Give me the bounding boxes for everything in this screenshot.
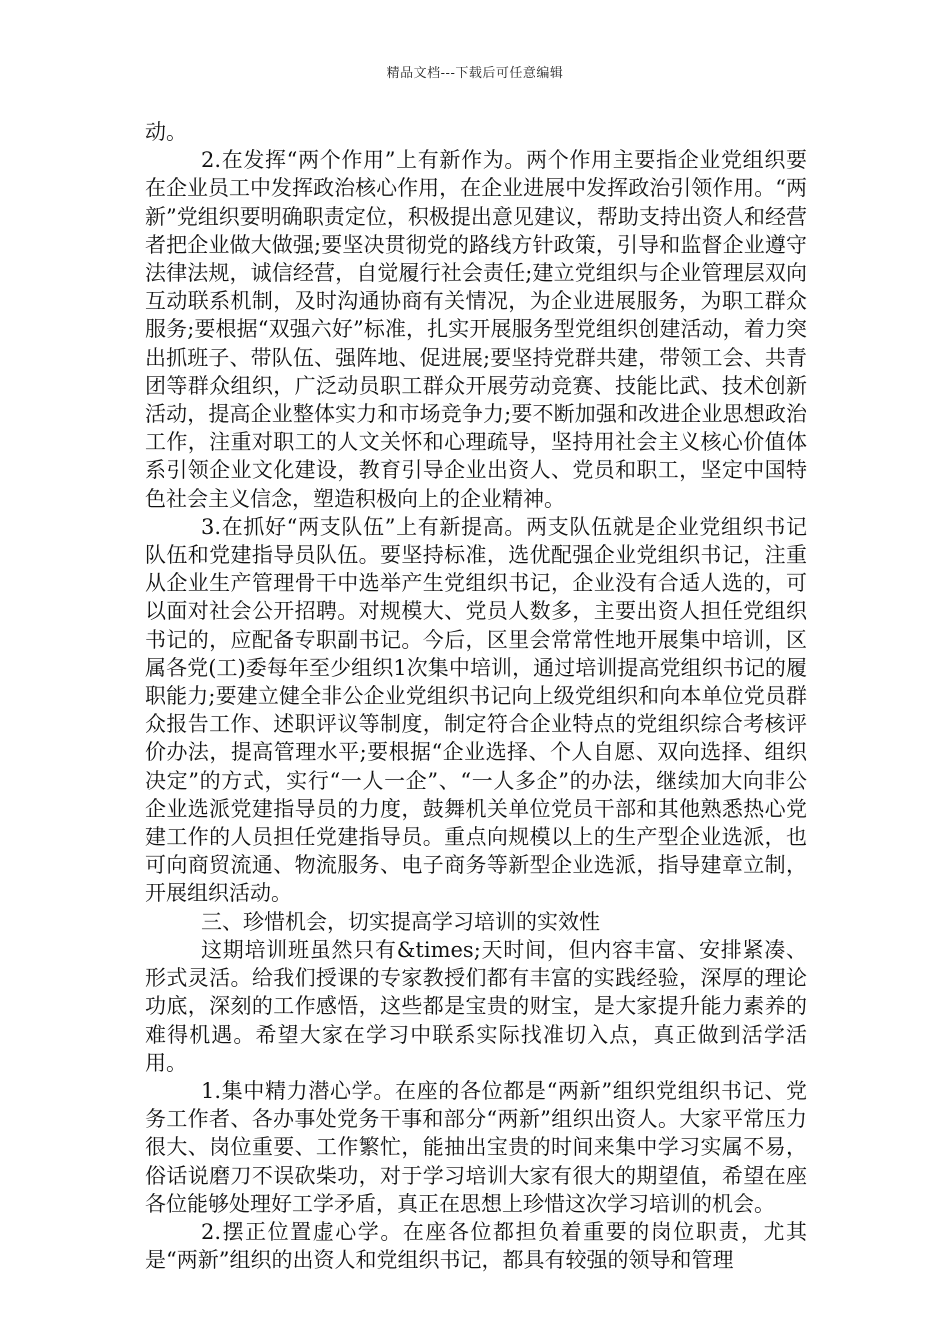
section-heading-three: 三、珍惜机会，切实提高学习培训的实效性 — [201, 909, 600, 934]
page-header: 精品文档---下载后可任意编辑 — [386, 66, 564, 81]
paragraph-focused-study: 1.集中精力潜心学。在座的各位都是“两新”组织党组织书记、党务工作者、各办事处党务干事和部分“两新”组织出资人。大家平常压力很大、岗位重要、工作繁忙，能抽出宝贵的时间来集中学习实属不易，俗话说磨刀不误砍柴功，对于学习培训大家有很大的期望值，希望在座各位能够处理好工学矛盾，真正在思想上珍惜这次学习培训的机会。 — [145, 1078, 807, 1216]
paragraph-two-teams: 3.在抓好“两支队伍”上有新提高。两支队伍就是企业党组织书记队伍和党建指导员队伍。要坚持标准，选优配强企业党组织书记，注重从企业生产管理骨干中选举产生党组织书记，企业没有合适人选的，可以面对社会公开招聘。对规模大、党员人数多，主要出资人担任党组织书记的，应配备专职副书记。今后，区里会常常性地开展集中培训，区属各党(工)委每年至少组织1次集中培训，通过培训提高党组织书记的履职能力;要建立健全非公企业党组织书记向上级党组织和向本单位党员群众报告工作、述职评议等制度，制定符合企业特点的党组织综合考核评价办法，提高管理水平;要根据“企业选择、个人自愿、双向选择、组织决定”的方式，实行“一人一企”、“一人多企”的办法，继续加大向非公企业选派党建指导员的力度，鼓舞机关单位党员干部和其他熟悉热心党建工作的人员担任党建指导员。重点向规模以上的生产型企业选派，也可向商贸流通、物流服务、电子商务等新型企业选派，指导建章立制，开展组织活动。 — [145, 514, 807, 906]
paragraph-humble-study: 2.摆正位置虚心学。在座各位都担负着重要的岗位职责，尤其是“两新”组织的出资人和党组织书记，都具有较强的领导和管理 — [145, 1219, 807, 1273]
paragraph-continuation: 动。 — [145, 120, 187, 144]
paragraph-training-intro: 这期培训班虽然只有&times;天时间，但内容丰富、安排紧凑、形式灵活。给我们授课的专家教授们都有丰富的实践经验，深厚的理论功底，深刻的工作感悟，这些都是宝贵的财宝，是大家提升能力素养的难得机遇。希望大家在学习中联系实际找准切入点，真正做到活学活用。 — [145, 937, 807, 1075]
paragraph-two-roles: 2.在发挥“两个作用”上有新作为。两个作用主要指企业党组织要在企业员工中发挥政治核心作用，在企业进展中发挥政治引领作用。“两新”党组织要明确职责定位，积极提出意见建议，帮助支持出资人和经营者把企业做大做强;要坚决贯彻党的路线方针政策，引导和监督企业遵守法律法规，诚信经营，自觉履行社会责任;建立党组织与企业管理层双向互动联系机制，及时沟通协商有关情况，为企业进展服务，为职工群众服务;要根据“双强六好”标准，扎实开展服务型党组织创建活动，着力突出抓班子、带队伍、强阵地、促进展;要坚持党群共建，带领工会、共青团等群众组织，广泛动员职工群众开展劳动竞赛、技能比武、技术创新活动，提高企业整体实力和市场竞争力;要不断加强和改进企业思想政治工作，注重对职工的人文关怀和心理疏导，坚持用社会主义核心价值体系引领企业文化建设，教育引导企业出资人、党员和职工，坚定中国特色社会主义信念，塑造积极向上的企业精神。 — [145, 148, 807, 511]
document-body — [145, 118, 807, 1274]
